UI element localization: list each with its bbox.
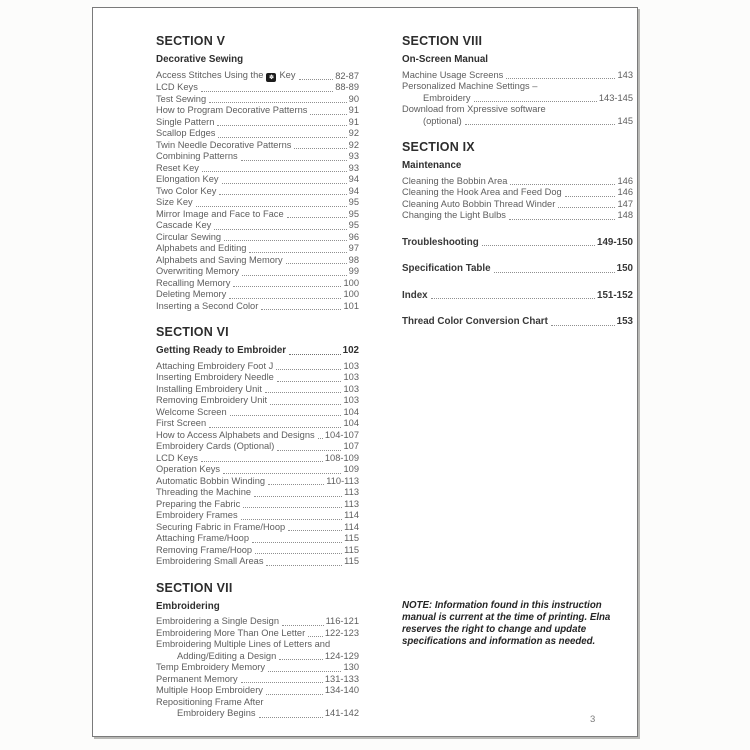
page-ref: 109 bbox=[343, 464, 359, 474]
toc-entry-label: Removing Frame/Hoop bbox=[156, 544, 253, 555]
toc-entry-label: Embroidery Begins bbox=[177, 708, 256, 718]
toc-entry-label: Adding/Editing a Design bbox=[177, 650, 277, 661]
dot-leader bbox=[252, 542, 342, 543]
toc-entry bbox=[156, 395, 359, 407]
page-ref: 101 bbox=[343, 300, 359, 311]
dot-leader bbox=[242, 275, 346, 276]
toc-entry bbox=[156, 453, 359, 465]
toc-entry-label: Elongation Key bbox=[156, 174, 219, 184]
toc-entry-label: Operation Keys bbox=[156, 464, 221, 474]
toc-entry bbox=[156, 533, 359, 545]
dot-leader bbox=[214, 229, 346, 230]
toc-entry bbox=[402, 104, 633, 116]
toc-entry bbox=[156, 556, 359, 568]
toc-entry bbox=[156, 163, 359, 175]
page-ref: 145 bbox=[617, 115, 633, 126]
toc-entry-label: Single Pattern bbox=[156, 116, 215, 127]
toc-entry-label: Combining Patterns bbox=[156, 151, 238, 161]
dot-leader bbox=[310, 114, 346, 115]
dot-leader bbox=[482, 245, 595, 246]
page-ref: 104 bbox=[343, 418, 359, 428]
page-ref: 95 bbox=[348, 197, 359, 207]
dot-leader bbox=[249, 252, 346, 253]
page-ref: 107 bbox=[343, 441, 359, 451]
page-ref: 104 bbox=[343, 406, 359, 417]
toc-entry-label: Temp Embroidery Memory bbox=[156, 662, 266, 672]
toc-entry-label: Embroidering Multiple Lines of Letters and bbox=[156, 639, 331, 649]
toc-entry-label: Twin Needle Decorative Patterns bbox=[156, 139, 292, 150]
toc-entry bbox=[156, 639, 359, 651]
toc-bold-entry-label: Troubleshooting bbox=[402, 236, 479, 248]
section-heading: SECTION VI bbox=[156, 325, 229, 339]
toc-entry bbox=[156, 662, 359, 674]
toc-entry bbox=[156, 128, 359, 140]
toc-entry bbox=[156, 105, 359, 117]
section-subheading bbox=[156, 54, 359, 66]
dot-leader bbox=[255, 553, 342, 554]
section-subheading-label: Embroidering bbox=[156, 600, 220, 612]
page-ref: 124-129 bbox=[324, 650, 359, 661]
section-subheading bbox=[156, 345, 359, 357]
dot-leader bbox=[286, 263, 347, 264]
toc-entry-label: Deleting Memory bbox=[156, 289, 227, 299]
page-ref: 153 bbox=[616, 316, 633, 327]
mode-key-icon: ✽ bbox=[266, 73, 276, 82]
page-ref: 115 bbox=[344, 556, 359, 566]
dot-leader bbox=[565, 196, 616, 197]
toc-bold-entry bbox=[402, 263, 633, 275]
dot-leader bbox=[266, 694, 323, 695]
toc-entry bbox=[156, 361, 359, 373]
toc-entry bbox=[156, 441, 359, 453]
toc-entry-label: Embroidery Cards (Optional) bbox=[156, 441, 275, 451]
page-ref: 100 bbox=[343, 277, 359, 288]
dot-leader bbox=[558, 207, 615, 208]
dot-leader bbox=[233, 286, 341, 287]
page-ref: 149-150 bbox=[597, 236, 633, 248]
page-ref: 143-145 bbox=[598, 92, 633, 103]
page-ref: 103 bbox=[343, 372, 359, 382]
dot-leader bbox=[218, 137, 346, 138]
toc-entry-label: Circular Sewing bbox=[156, 231, 222, 242]
toc-entry bbox=[156, 151, 359, 163]
section-subheading-label: Getting Ready to Embroider bbox=[156, 345, 287, 356]
toc-bold-entry bbox=[402, 237, 633, 249]
dot-leader bbox=[294, 148, 346, 149]
page-ref: 146 bbox=[617, 187, 633, 197]
toc-entry bbox=[156, 301, 359, 313]
toc-entry-label: Machine Usage Screens bbox=[402, 69, 504, 80]
page-ref: 103 bbox=[343, 383, 359, 394]
page-ref: 103 bbox=[343, 360, 359, 371]
dot-leader bbox=[277, 381, 342, 382]
toc-entry-label: Preparing the Fabric bbox=[156, 498, 241, 509]
toc-entry bbox=[156, 220, 359, 232]
toc-entry-label: Reset Key bbox=[156, 162, 199, 173]
toc-entry-label: Alphabets and Editing bbox=[156, 243, 247, 253]
section-subheading bbox=[402, 160, 633, 172]
dot-leader bbox=[209, 102, 347, 103]
toc-entry bbox=[156, 384, 359, 396]
dot-leader bbox=[241, 519, 343, 520]
toc-entry-label: Repositioning Frame After bbox=[156, 696, 264, 707]
toc-entry bbox=[156, 407, 359, 419]
toc-entry-label: Size Key bbox=[156, 197, 193, 207]
toc-entry-label: Personalized Machine Settings – bbox=[402, 81, 538, 91]
toc-entry-label: Multiple Hoop Embroidery bbox=[156, 685, 263, 695]
toc-entry bbox=[156, 82, 359, 94]
section-heading: SECTION VIII bbox=[402, 34, 483, 48]
toc-entry-label: Embroidering More Than One Letter bbox=[156, 627, 306, 638]
dot-leader bbox=[219, 194, 346, 195]
toc-entry bbox=[156, 430, 359, 442]
page-ref: 108-109 bbox=[324, 452, 359, 463]
toc-entry bbox=[156, 476, 359, 488]
page-ref: 100 bbox=[343, 289, 359, 299]
toc-columns bbox=[93, 8, 637, 720]
toc-bold-entry bbox=[402, 290, 633, 302]
page-ref: 114 bbox=[344, 510, 359, 520]
dot-leader bbox=[318, 438, 323, 439]
dot-leader bbox=[261, 309, 341, 310]
dot-leader bbox=[268, 671, 341, 672]
toc-entry bbox=[156, 289, 359, 301]
toc-entry-label: Cascade Key bbox=[156, 220, 212, 230]
toc-entry-label: Securing Fabric in Frame/Hoop bbox=[156, 521, 286, 532]
toc-entry-label: Download from Xpressive software bbox=[402, 104, 546, 114]
dot-leader bbox=[202, 171, 347, 172]
dot-leader bbox=[229, 298, 341, 299]
toc-entry bbox=[156, 487, 359, 499]
toc-entry bbox=[156, 278, 359, 290]
dot-leader bbox=[230, 415, 342, 416]
page-ref: 98 bbox=[348, 254, 359, 265]
toc-entry-label: Permanent Memory bbox=[156, 673, 238, 684]
page-ref: 96 bbox=[348, 231, 359, 242]
toc-entry-label: Inserting a Second Color bbox=[156, 300, 259, 311]
toc-entry bbox=[156, 255, 359, 267]
toc-entry bbox=[156, 186, 359, 198]
page-ref: 115 bbox=[344, 544, 359, 555]
page-ref: 134-140 bbox=[324, 685, 359, 695]
section-heading: SECTION VII bbox=[156, 580, 233, 595]
toc-entry-label: Test Sewing bbox=[156, 93, 207, 104]
toc-entry bbox=[156, 499, 359, 511]
toc-entry bbox=[156, 243, 359, 255]
toc-entry bbox=[402, 81, 633, 93]
dot-leader bbox=[259, 717, 323, 718]
dot-leader bbox=[254, 496, 342, 497]
page-ref: 91 bbox=[348, 116, 359, 127]
toc-section bbox=[156, 582, 359, 720]
dot-leader bbox=[265, 392, 342, 393]
page-ref: 148 bbox=[617, 210, 633, 220]
section-heading: SECTION V bbox=[156, 34, 226, 48]
toc-entry-label: LCD Keys bbox=[156, 82, 198, 92]
toc-entry bbox=[156, 510, 359, 522]
page-number: 3 bbox=[590, 714, 596, 725]
dot-leader bbox=[282, 625, 324, 626]
page-ref: 92 bbox=[348, 139, 359, 150]
toc-entry bbox=[402, 210, 633, 222]
toc-bold-entry-label: Specification Table bbox=[402, 263, 491, 274]
toc-entry-label: Scallop Edges bbox=[156, 128, 216, 138]
dot-leader bbox=[510, 184, 615, 185]
toc-entry bbox=[156, 708, 359, 720]
dot-leader bbox=[224, 240, 347, 241]
toc-entry bbox=[402, 70, 633, 82]
dot-leader bbox=[201, 461, 323, 462]
page-ref: 114 bbox=[344, 521, 359, 532]
toc-entry-label: Two Color Key bbox=[156, 185, 217, 196]
page-ref: 88-89 bbox=[335, 82, 359, 92]
toc-entry bbox=[156, 522, 359, 534]
page-ref: 110-113 bbox=[326, 475, 359, 486]
page-ref: 95 bbox=[348, 220, 359, 230]
dot-leader bbox=[209, 427, 341, 428]
toc-entry bbox=[156, 674, 359, 686]
toc-bold-section bbox=[402, 263, 633, 275]
toc-entry bbox=[402, 93, 633, 105]
toc-section bbox=[402, 35, 633, 127]
toc-entry-label: Mirror Image and Face to Face bbox=[156, 208, 284, 219]
toc-entry bbox=[156, 140, 359, 152]
toc-entry-label: Removing Embroidery Unit bbox=[156, 395, 268, 405]
toc-entry-label: Recalling Memory bbox=[156, 277, 231, 288]
page-ref: 150 bbox=[616, 263, 633, 274]
page-ref: 116-121 bbox=[325, 616, 359, 626]
toc-entry-label: (optional) bbox=[423, 115, 462, 126]
page-ref: 103 bbox=[343, 395, 359, 405]
dot-leader bbox=[196, 206, 347, 207]
dot-leader bbox=[279, 659, 323, 660]
page-ref: 130 bbox=[343, 662, 359, 672]
page-ref: 143 bbox=[617, 69, 633, 80]
dot-leader bbox=[222, 183, 347, 184]
toc-section bbox=[156, 35, 359, 312]
toc-entry bbox=[402, 176, 633, 188]
toc-entry bbox=[402, 199, 633, 211]
page-ref: 115 bbox=[344, 533, 359, 543]
dot-leader bbox=[243, 507, 342, 508]
toc-entry-label: LCD Keys bbox=[156, 452, 198, 463]
toc-entry-label: Attaching Embroidery Foot J bbox=[156, 360, 274, 371]
dot-leader bbox=[217, 125, 346, 126]
toc-bold-section bbox=[402, 316, 633, 328]
toc-entry-label: Alphabets and Saving Memory bbox=[156, 254, 283, 265]
dot-leader bbox=[289, 354, 341, 355]
page-ref: 82-87 bbox=[335, 70, 359, 81]
dot-leader bbox=[494, 272, 615, 273]
dot-leader bbox=[431, 298, 595, 299]
page-ref: 93 bbox=[348, 162, 359, 173]
section-subheading-label: Maintenance bbox=[402, 160, 462, 171]
toc-entry bbox=[156, 197, 359, 209]
section-subheading bbox=[156, 601, 359, 613]
dot-leader bbox=[474, 101, 597, 102]
toc-bold-section bbox=[402, 290, 633, 302]
toc-entry bbox=[402, 187, 633, 199]
toc-entry-label: Cleaning the Bobbin Area bbox=[402, 175, 508, 186]
toc-entry bbox=[156, 545, 359, 557]
page-ref: 97 bbox=[348, 243, 359, 253]
page-ref: 94 bbox=[348, 185, 359, 196]
page-ref: 102 bbox=[342, 345, 359, 356]
toc-entry bbox=[156, 628, 359, 640]
page-ref: 113 bbox=[344, 487, 359, 497]
toc-entry-label: Embroidering a Single Design bbox=[156, 616, 279, 626]
page-ref: 113 bbox=[344, 498, 359, 509]
page-ref: 93 bbox=[348, 151, 359, 161]
section-subheading-label: Decorative Sewing bbox=[156, 54, 244, 65]
toc-entry bbox=[156, 651, 359, 663]
dot-leader bbox=[308, 636, 323, 637]
page-ref: 90 bbox=[348, 93, 359, 104]
toc-entry-label: Cleaning the Hook Area and Feed Dog bbox=[402, 187, 562, 197]
dot-leader bbox=[551, 325, 615, 326]
toc-entry-label: Automatic Bobbin Winding bbox=[156, 475, 266, 486]
dot-leader bbox=[299, 79, 334, 80]
page-ref: 141-142 bbox=[324, 708, 359, 718]
dot-leader bbox=[506, 78, 615, 79]
page-ref: 151-152 bbox=[597, 289, 633, 301]
dot-leader bbox=[241, 682, 323, 683]
page-ref: 95 bbox=[348, 208, 359, 219]
dot-leader bbox=[287, 217, 347, 218]
toc-entry-label: Installing Embroidery Unit bbox=[156, 383, 262, 394]
section-subheading-label: On-Screen Manual bbox=[402, 54, 489, 65]
page-ref: 122-123 bbox=[324, 627, 359, 638]
toc-entry-label: Threading the Machine bbox=[156, 487, 252, 497]
page-ref: 104-107 bbox=[324, 429, 359, 440]
dot-leader bbox=[266, 565, 342, 566]
dot-leader bbox=[268, 484, 324, 485]
toc-entry bbox=[402, 116, 633, 128]
dot-leader bbox=[509, 219, 616, 220]
toc-entry-label: Inserting Embroidery Needle bbox=[156, 372, 274, 382]
toc-bold-entry-label: Thread Color Conversion Chart bbox=[402, 316, 548, 327]
toc-entry bbox=[156, 232, 359, 244]
toc-entry-label: How to Program Decorative Patterns bbox=[156, 105, 308, 115]
page-ref: 91 bbox=[348, 105, 359, 115]
dot-leader bbox=[465, 124, 616, 125]
toc-entry bbox=[156, 616, 359, 628]
toc-entry bbox=[156, 372, 359, 384]
dot-leader bbox=[201, 91, 333, 92]
toc-entry bbox=[156, 418, 359, 430]
toc-entry bbox=[156, 174, 359, 186]
toc-entry bbox=[156, 70, 359, 83]
toc-entry-label: Overwriting Memory bbox=[156, 266, 240, 276]
toc-entry-label: How to Access Alphabets and Designs bbox=[156, 429, 315, 440]
toc-column-left bbox=[156, 35, 359, 720]
toc-entry bbox=[156, 209, 359, 221]
section-heading: SECTION IX bbox=[402, 140, 475, 154]
dot-leader bbox=[288, 530, 342, 531]
toc-section bbox=[402, 141, 633, 222]
toc-entry bbox=[156, 464, 359, 476]
dot-leader bbox=[277, 450, 341, 451]
toc-bold-entry-label: Index bbox=[402, 289, 428, 301]
toc-entry-label: Embroidery bbox=[423, 92, 471, 103]
toc-entry bbox=[156, 685, 359, 697]
manual-page bbox=[92, 7, 638, 737]
toc-entry bbox=[156, 697, 359, 709]
section-subheading bbox=[402, 54, 633, 66]
toc-entry bbox=[156, 266, 359, 278]
toc-section bbox=[156, 326, 359, 568]
toc-entry-label: Welcome Screen bbox=[156, 406, 227, 417]
toc-bold-entry bbox=[402, 316, 633, 328]
toc-entry bbox=[156, 117, 359, 129]
toc-entry-label: Changing the Light Bulbs bbox=[402, 210, 506, 220]
dot-leader bbox=[270, 404, 341, 405]
page-ref: 131-133 bbox=[324, 673, 359, 684]
toc-entry-label: Embroidery Frames bbox=[156, 510, 238, 520]
toc-entry-label: Cleaning Auto Bobbin Thread Winder bbox=[402, 198, 556, 209]
page-ref: 146 bbox=[617, 175, 633, 186]
dot-leader bbox=[241, 160, 347, 161]
page-ref: 94 bbox=[348, 174, 359, 184]
page-ref: 99 bbox=[348, 266, 359, 276]
toc-entry-label: Access Stitches Using the ✽ Key bbox=[156, 69, 296, 81]
page-ref: 92 bbox=[348, 128, 359, 138]
toc-entry-label: First Screen bbox=[156, 418, 207, 428]
toc-entry bbox=[156, 94, 359, 106]
toc-entry-label: Attaching Frame/Hoop bbox=[156, 533, 250, 543]
toc-column-right bbox=[402, 35, 633, 720]
toc-entry-label: Embroidering Small Areas bbox=[156, 556, 264, 566]
page-ref: 147 bbox=[617, 198, 633, 209]
toc-bold-section bbox=[402, 237, 633, 249]
printing-note: NOTE: Information found in this instruction manual is current at the time of printing. Elna reserves the right to change and update specifications and information as needed. bbox=[402, 599, 611, 647]
dot-leader bbox=[276, 369, 341, 370]
dot-leader bbox=[223, 473, 341, 474]
